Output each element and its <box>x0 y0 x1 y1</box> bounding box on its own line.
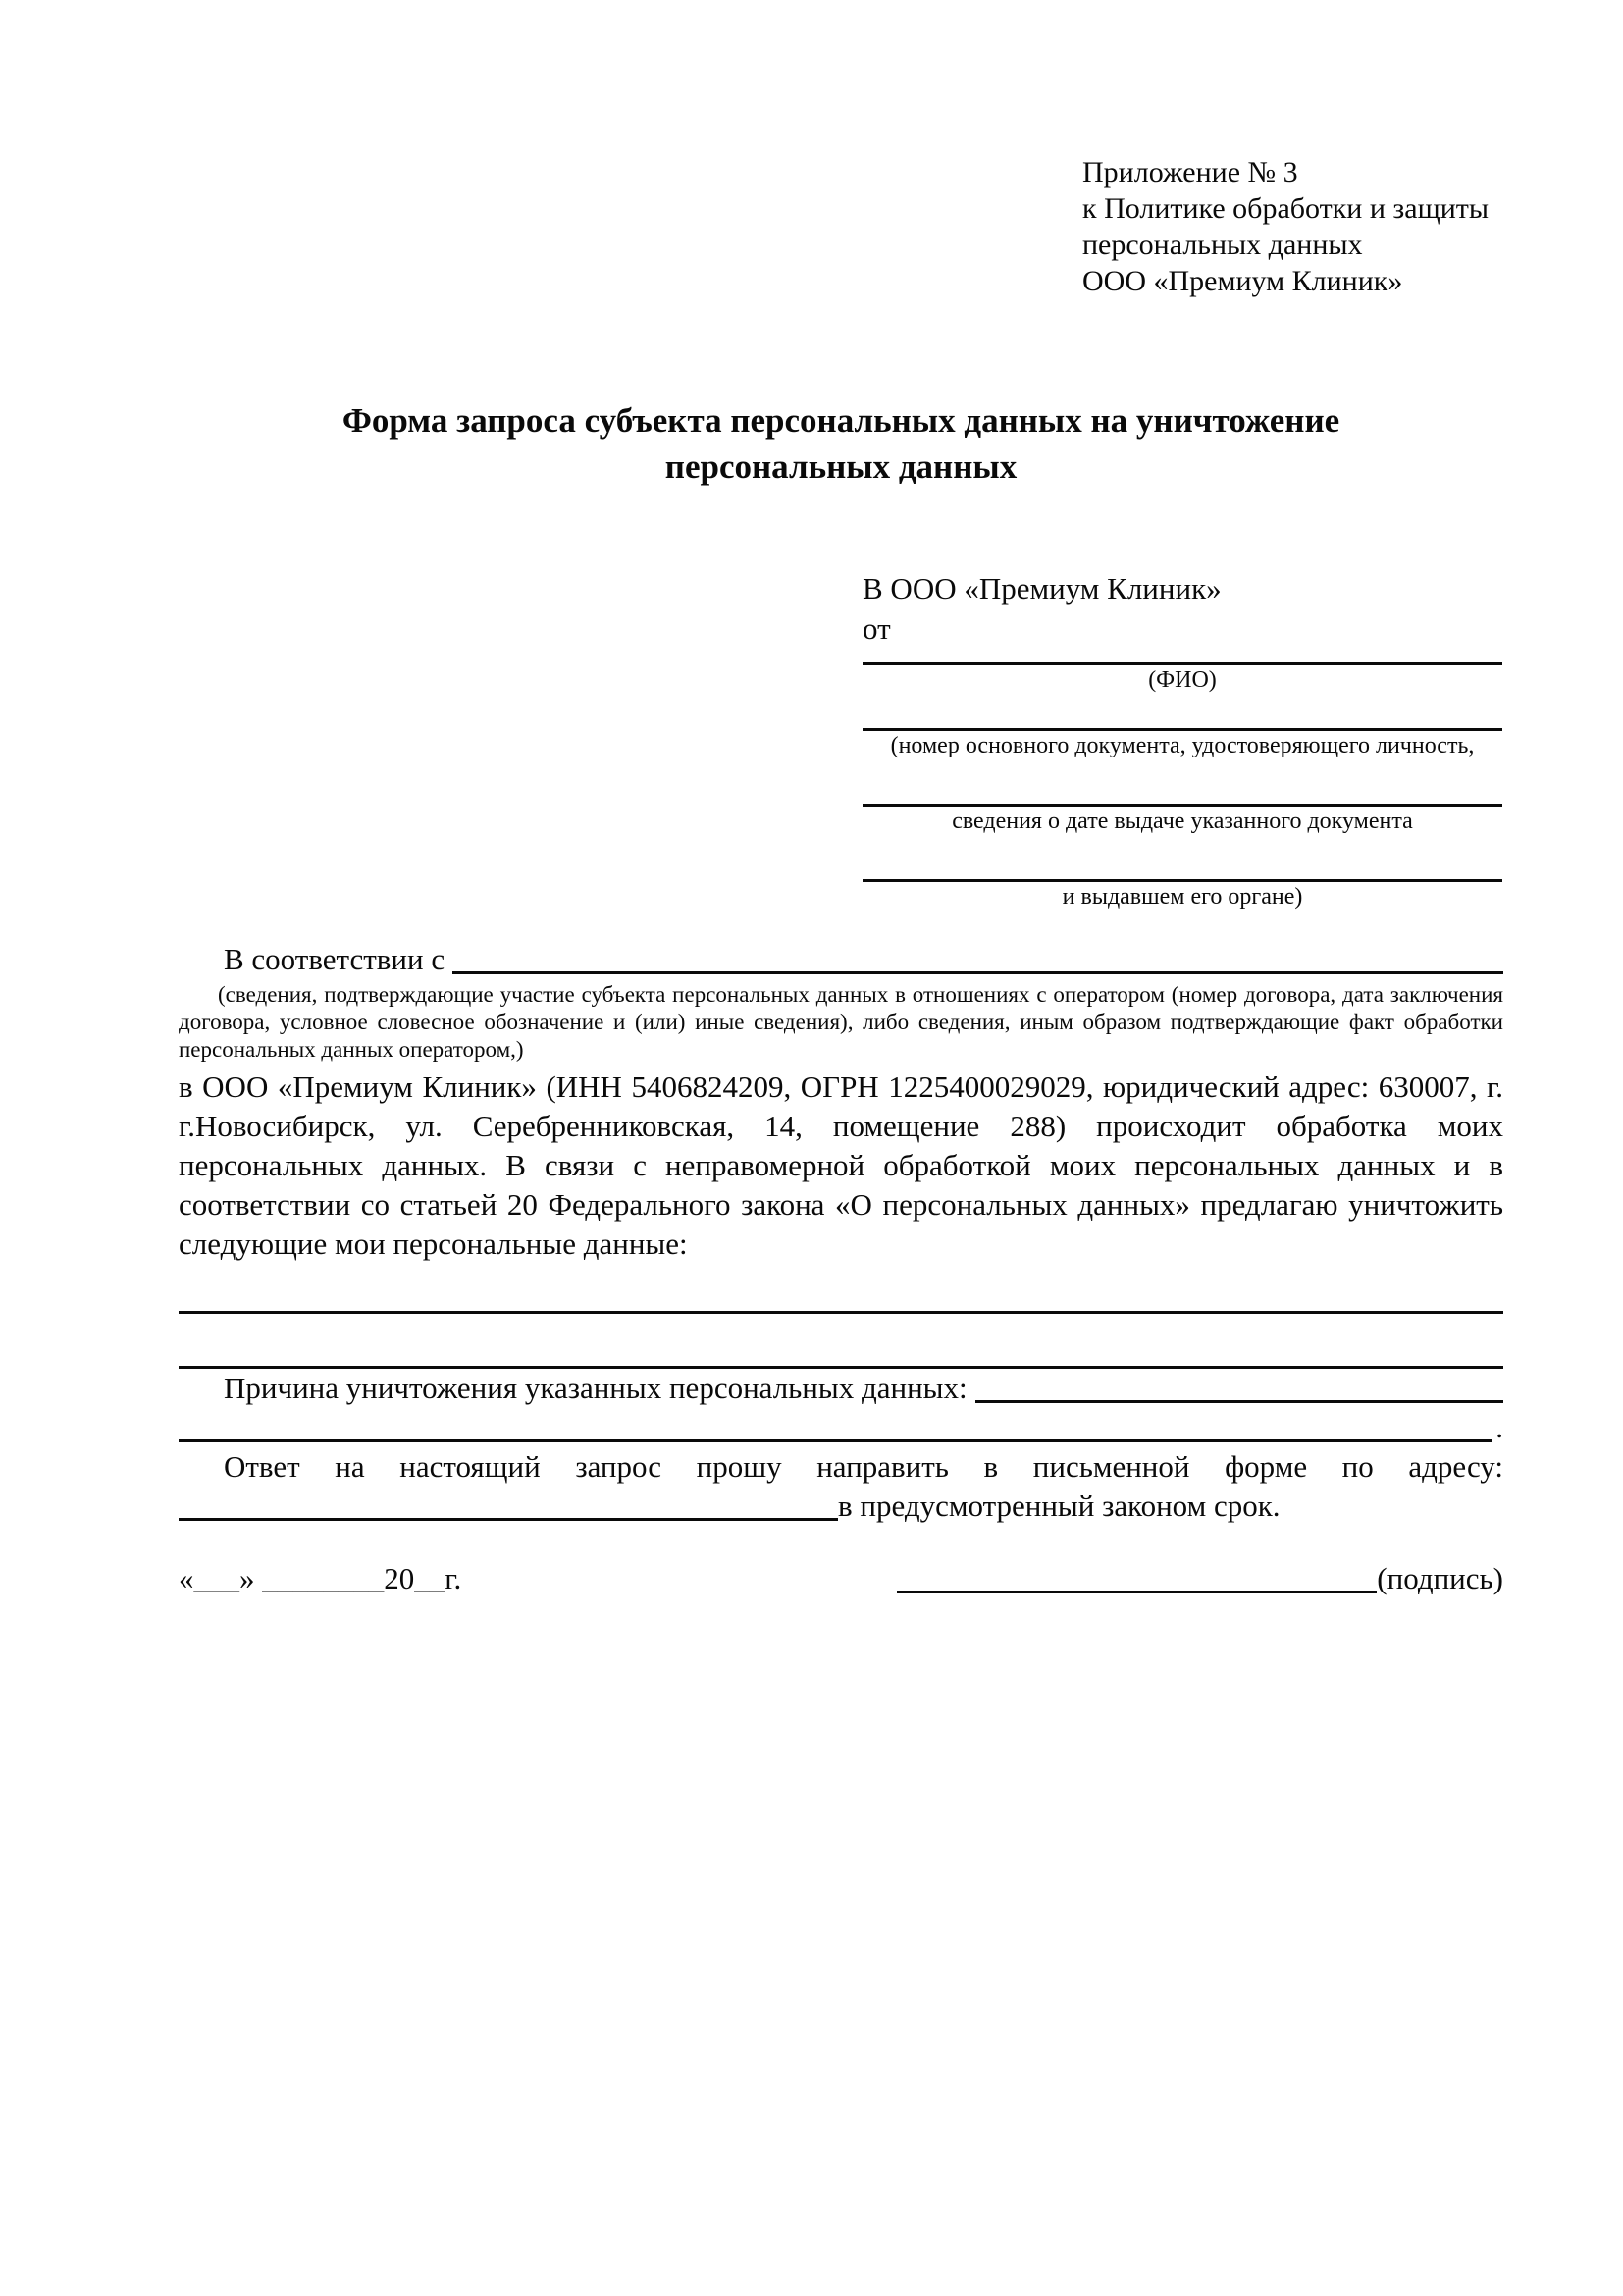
fio-blank-line <box>863 649 1502 665</box>
addressee-block <box>863 568 1502 912</box>
trailing-period: . <box>1495 1410 1503 1444</box>
addressee-organization: В ООО «Премиум Клиник» <box>863 571 1222 605</box>
document-title: Форма запроса субъекта персональных данных на уничтожение персональных данных <box>341 401 1340 486</box>
date-signature-row <box>179 1559 1503 1598</box>
signature-blank-line <box>897 1591 1377 1593</box>
reason-blank-line <box>179 1439 1492 1442</box>
reason-blank-line <box>975 1400 1503 1403</box>
answer-tail: в предусмотренный законом срок. <box>838 1488 1281 1523</box>
id-document-caption: (номер основного документа, удостоверяющего личность, <box>890 733 1475 758</box>
main-paragraph: в ООО «Премиум Клиник» (ИНН 5406824209, ОГРН 1225400029029, юридический адрес: 630007, г. г.Новосибирск, ул. Серебренниковская, 14, помещение 288) происходит обработка моих персональных данных. В связи с неправомерной обработкой моих персональных данных и в соответствии со статьей 20 Федерального закона «О персональных данных» предлагаю уничтожить следующие мои персональные данные: <box>179 1070 1503 1261</box>
signature-caption: (подпись) <box>1377 1561 1503 1595</box>
accordance-line <box>179 939 1503 979</box>
appendix-line: персональных данных <box>1082 229 1363 261</box>
date-blank: «___» ________20__г. <box>179 1561 462 1595</box>
address-blank-line <box>179 1518 838 1521</box>
accordance-label: В соответствии с <box>224 942 445 976</box>
id-document-blank-line <box>863 695 1502 731</box>
issuing-authority-caption: и выдавшем его органе) <box>1062 884 1303 910</box>
issue-date-blank-line <box>863 760 1502 807</box>
accordance-blank-line <box>452 971 1503 974</box>
fio-caption: (ФИО) <box>1148 667 1217 693</box>
appendix-line: ООО «Премиум Клиник» <box>1082 265 1403 297</box>
reason-line <box>179 1369 1503 1408</box>
answer-address-line <box>179 1487 1503 1526</box>
personal-data-blank-line <box>179 1311 1503 1314</box>
signature-group <box>897 1559 1503 1598</box>
answer-sentence: Ответ на настоящий запрос прошу направить в письменной форме по адресу: <box>224 1449 1503 1484</box>
small-print-note: (сведения, подтверждающие участие субъекта персональных данных в отношениях с оператором (номер договора, дата заключения договора, условное словесное обозначение и (или) иные сведения), либо сведения, иным образом подтверждающие факт обработки персональных данных оператором,) <box>179 982 1503 1062</box>
issue-date-caption: сведения о дате выдаче указанного документа <box>952 809 1413 834</box>
issuing-authority-blank-line <box>863 836 1502 882</box>
appendix-line: к Политике обработки и защиты <box>1082 192 1490 225</box>
addressee-from-label: от <box>863 611 891 646</box>
appendix-line: Приложение № 3 <box>1082 156 1298 188</box>
appendix-note <box>1082 154 1503 299</box>
reason-label: Причина уничтожения указанных персональных данных: <box>224 1371 968 1405</box>
reason-blank-line-continued <box>179 1408 1503 1447</box>
